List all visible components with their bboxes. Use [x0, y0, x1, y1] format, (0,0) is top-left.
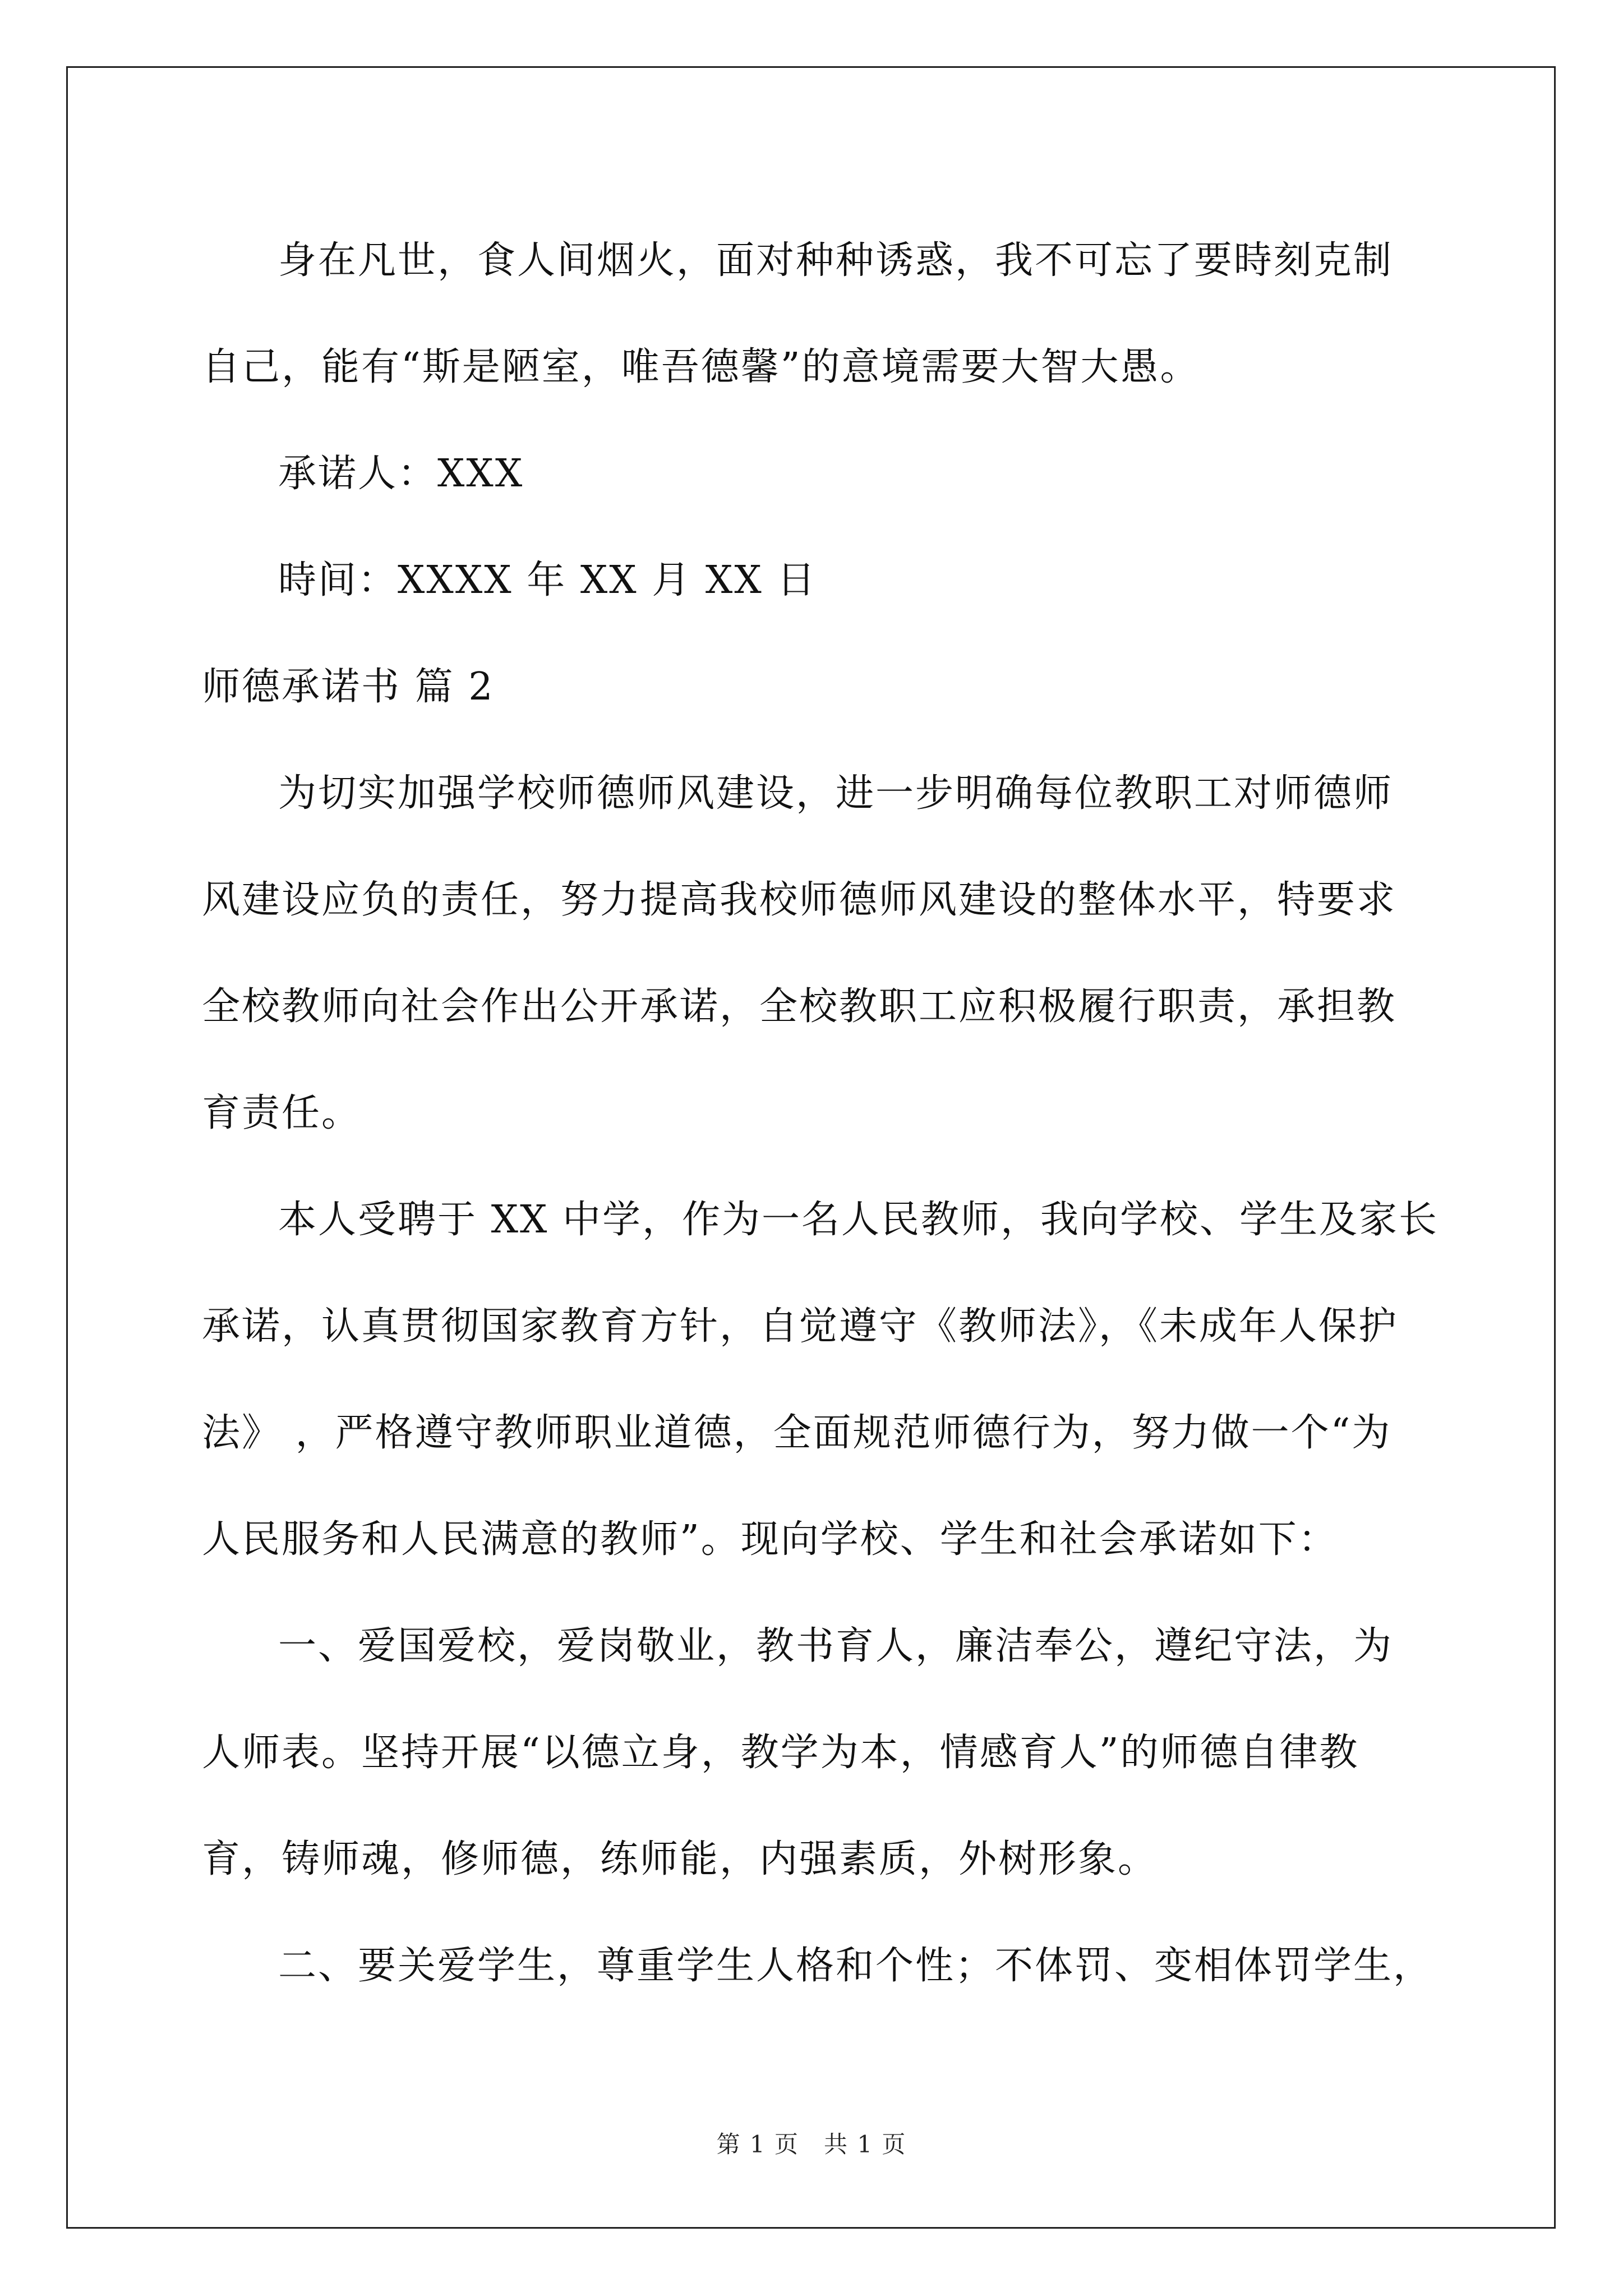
text-line: 全校教师向社会作出公开承诺，全校教职工应积极履行职责，承担教	[202, 984, 1397, 1029]
page-number-footer: 第 1 页 共 1 页	[716, 2131, 907, 2158]
text-line: 人师表。坚持开展“以德立身，教学为本，情感育人”的师德自律教	[202, 1731, 1359, 1775]
text-line: 风建设应负的责任，努力提高我校师德师风建设的整体水平，特要求	[202, 878, 1397, 922]
text-line: 本人受聘于 XX 中学，作为一名人民教师，我向学校、学生及家长	[278, 1198, 1439, 1242]
text-line: 二、要关爱学生，尊重学生人格和个性；不体罚、变相体罚学生，	[278, 1944, 1433, 1988]
text-line: 育责任。	[202, 1091, 362, 1135]
text-line: 法》 ，严格遵守教师职业道德，全面规范师德行为，努力做一个“为	[202, 1411, 1392, 1455]
text-line: 自己，能有“斯是陋室，唯吾德馨”的意境需要大智大愚。	[202, 345, 1200, 389]
text-line: 育，铸师魂，修师德，练师能，内强素质，外树形象。	[202, 1837, 1158, 1881]
text-line: 承诺，认真贯彻国家教育方针，自觉遵守《教师法》，《未成年人保护	[202, 1304, 1399, 1349]
section-heading: 师德承诺书 篇 2	[202, 665, 495, 709]
text-line: 身在凡世，食人间烟火，面对种种诱惑，我不可忘了要時刻克制	[278, 238, 1394, 283]
text-line: 为切实加强学校师德师风建设，进一步明确每位教职工对师德师	[278, 771, 1394, 816]
signature-date: 時间：XXXX 年 XX 月 XX 日	[278, 558, 817, 602]
text-line: 人民服务和人民满意的教师”。现向学校、学生和社会承诺如下：	[202, 1517, 1338, 1562]
signature-promisor: 承诺人：XXX	[278, 452, 524, 496]
document-body	[202, 208, 1439, 2019]
text-line: 一、爱国爱校，爱岗敬业，教书育人，廉洁奉公，遵纪守法，为	[278, 1624, 1394, 1668]
